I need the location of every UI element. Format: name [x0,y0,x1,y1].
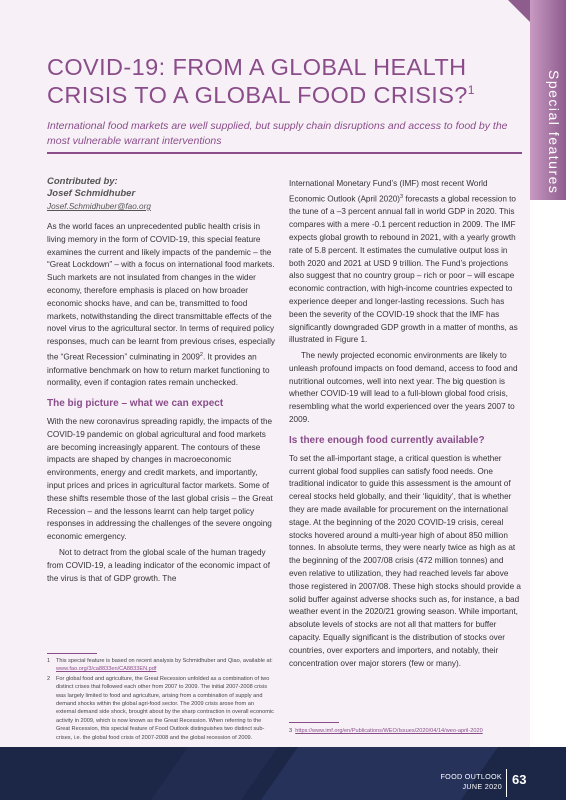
side-tab-label: Special features [546,70,562,195]
article-title [47,53,497,109]
footnote-number: 2 [47,675,51,682]
publication-date: JUNE 2020 [462,781,502,791]
footnote-3 [289,727,524,735]
footnote-number: 3 [289,728,293,734]
left-column [47,176,275,588]
side-tab [530,0,566,800]
section-heading-food-availability: Is there enough food currently available? [289,434,485,446]
footnote-divider-left [47,653,97,654]
footnotes-left [47,657,275,743]
footnote-text: For global food and agriculture, the Great Recession unfolded as a combination of two distinct crises that followed each other from 2007 to 2009. The initial 2007-2008 crisis was largely limited to food and agriculture, arising from a combination of supply and demand shocks within the global agri-food sector. The 2009 crisis arose from an external demand side shock, brought about by the sharp contraction in overall economic activity in 2009, which is now known as the Great Recession. When referring to the Great Recession, this special feature of Food Outlook distinguishes two distinct sub-crises, i.e. the global food crisis of 2007-2008 and the global recession of 2009. [56,675,274,741]
corner-decoration [508,0,530,22]
contributor-label: Contributed by: [47,176,118,187]
footnote-body [56,657,275,674]
footnote-link[interactable]: https://www.imf.org/en/Publications/WEO/Issues/2020/04/14/weo-april-2020 [295,728,483,734]
right-column [289,178,521,673]
footnote-ref-2: 2 [199,351,203,358]
title-footnote-mark: 1 [467,83,475,98]
article-subtitle: International food markets are well supplied, but supply chain disruptions and access to food by the most vulnerable warrant interventions [47,120,508,147]
food-crisis-paragraph: The newly projected economic environments are likely to unleash profound impacts on food demand, access to food and nutritional outcomes, well into next year. The big question is whether COVID-19 will lead to a full-blown global food crisis, resembling what the world experienced over the years 2007 to 2009. [289,351,518,425]
footnote-1 [47,657,275,674]
subtitle-divider [47,152,522,154]
imf-text-end: forecasts a global recession to the tune of a –3 percent annual fall in world GDP in 2020. This compares with a mere -0.1 percent reduction in 2009. The IMF expects global growth to rebound in 2021, with a yearly growth rate of 5.8 percent. It estimates the cumulative output loss in both 2020 and 2021 at USD 9 trillion. The Fund’s projections also suggest that no country group – rich or poor – will escape economic contraction, with high-income countries expected to experience deeper and longer-lasting recessions. Such has been the severity of the COVID-19 shock that the IMF has significantly downgraded GDP growth in a matter of months, as illustrated in Figure 1. [289,194,518,345]
intro-text-end: . It provides an informative benchmark on how to return market functioning to normality, even if contagion rates remain unchecked. [47,352,270,388]
article-title-text: COVID-19: FROM A GLOBAL HEALTH CRISIS TO A GLOBAL FOOD CRISIS? [47,54,468,108]
page-number: 63 [512,772,527,787]
footnote-ref-3: 3 [400,193,404,200]
intro-text: As the world faces an unprecedented public health crisis in living memory in the form of COVID-19, this special feature examines the current and likely impacts of the pandemic – the “Great Lockdown” – with a focus on international food markets. Such markets are not insulated from changes in the wider economy, therefore emphasis is placed on how broader economic shocks have, and can be, transmitted to food markets, notwithstanding the direct transmittable effects of the novel virus to the agricultural sector. In terms of required policy responses, much can be learnt from previous crises, especially the “Great Recession” culminating in 2009 [47,222,275,362]
contributor-name: Josef Schmidhuber [47,188,136,199]
contributor-email-link[interactable]: Josef.Schmidhuber@fao.org [47,202,151,211]
big-picture-paragraph: With the new coronavirus spreading rapidly, the impacts of the COVID-19 pandemic on global agricultural and food markets are becoming increasingly apparent. The contours of these impacts are shaped by changes in macroeconomic environments, energy and credit markets, and importantly, input prices and prices in agricultural factor markets. Some of these shifts resemble those of the last global crisis – the Great Recession – and the lessons learnt can help target policy responses in addressing the challenges of the severe ongoing economic emergency. [47,417,273,542]
page-footer [0,747,566,800]
footnote-text: This special feature is based on recent analysis by Schmidhuber and Qiao, available at: [56,658,273,664]
footnote-link[interactable]: www.fao.org/3/ca8833en/CA8833EN.pdf [56,666,157,673]
gdp-paragraph: Not to detract from the global scale of the human tragedy from COVID-19, a leading indicator of the economic impact of the virus is that of GDP growth. The [47,548,270,583]
footnote-2 [47,675,275,742]
footnote-divider-right [289,722,339,723]
imf-paragraph [289,178,521,347]
footer-publication [410,772,502,791]
imf-text: International Monetary Fund’s (IMF) most recent World Economic Outlook (April 2020) [289,179,488,204]
intro-paragraph [47,221,275,390]
section-heading-big-picture: The big picture – what we can expect [47,398,224,410]
footer-separator [506,769,507,797]
cereal-stocks-paragraph: To set the all-important stage, a critical question is whether current global food supplies can satisfy food needs. One traditional indicator to guide this assessment is the amount of cereal stocks held globally, and their ‘liquidity’, that is whether they are made available for procurement on the international stage. At the beginning of the 2020 COVID-19 crisis, cereal stocks hovered around a multi-year high of about 850 million tonnes. In absolute terms, they were nearly twice as high as at the beginning of the 2007/08 crisis (472 million tonnes) and even relative to utilization, they had reached levels far above those registered in 2007/08. These high stocks should provide a solid buffer against adverse shocks such as, for instance, a bad weather event in the 2020/21 growing season. While important, absolute levels of stocks are not all that matters for buffer capacity. Equally significant is the distribution of stocks over countries, over exporters and importers, and notably, their concentration over major storers (few or many). [289,453,521,668]
footnote-number: 1 [47,658,51,664]
publication-name: FOOD OUTLOOK [440,772,502,781]
